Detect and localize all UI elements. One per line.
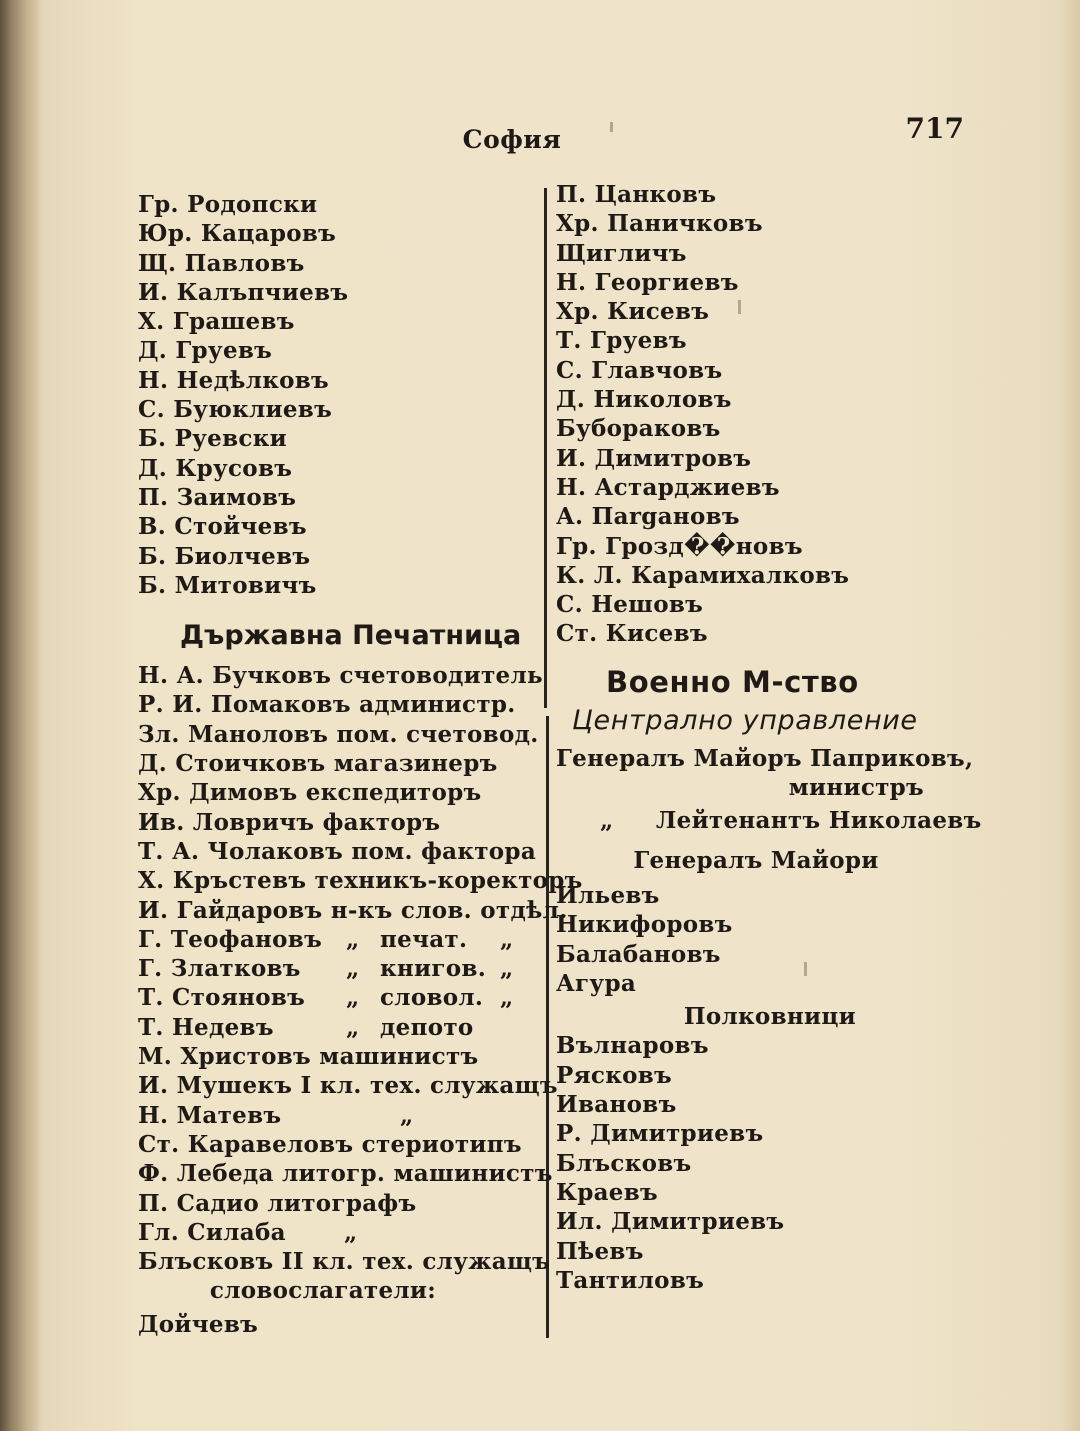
ditto-mark: „ [344, 1218, 358, 1246]
printing-house-staff-more [138, 1042, 558, 1101]
paper-fleck [804, 962, 807, 976]
list-item: В. Стойчевъ [138, 513, 307, 541]
staff-row-silaba [138, 1218, 548, 1247]
name-list-right-top [556, 180, 976, 649]
lieutenant-line [556, 806, 982, 835]
list-item: Ст. Кисевъ [556, 620, 708, 648]
colonel-name: Р. Димитриевъ [556, 1120, 764, 1148]
list-item: С. Нешовъ [556, 591, 704, 619]
ditto-mark: „ [346, 925, 360, 953]
list-item: Щ. Павловъ [138, 249, 305, 277]
colonel-name: Блъсковъ [556, 1149, 692, 1177]
paper-fleck [738, 300, 741, 314]
colonel-name: Краевъ [556, 1178, 658, 1206]
staff-line: Н. А. Бучковъ счетоводитель [138, 662, 543, 690]
ditto-mark [500, 1013, 530, 1042]
page-gutter-shadow [0, 0, 40, 1431]
list-item: Хр. Паничковъ [556, 210, 763, 238]
list-item: Б. Руевски [138, 425, 287, 453]
ditto-mark: „ [346, 1013, 360, 1041]
staff-row [138, 983, 548, 1012]
ditto-mark: „ [346, 984, 360, 1012]
list-item: Юр. Кацаровъ [138, 220, 337, 248]
list-item: С. Буюклиевъ [138, 396, 333, 424]
staff-name: Гл. Силаба [138, 1218, 286, 1246]
lieutenant-name: Лейтенантъ Николаевъ [656, 807, 982, 835]
staff-name: Г. Златковъ [138, 955, 301, 983]
subheading-central-administration: Централно управление [572, 704, 918, 736]
ditto-mark: „ [346, 955, 360, 983]
department-abbrev: словол. [380, 984, 484, 1012]
list-item: И. Димитровъ [556, 444, 752, 472]
list-item: Д. Груевъ [138, 337, 273, 365]
staff-line: Р. И. Помаковъ администр. [138, 691, 516, 719]
staff-line: Т. А. Чолаковъ пом. фактора [138, 837, 537, 865]
ditto-mark: „ [500, 955, 514, 983]
staff-line-doychev: Дойчевъ [138, 1310, 259, 1338]
major-general-name: Никифоровъ [556, 911, 733, 939]
colonel-name: Рясковъ [556, 1061, 672, 1089]
list-item: Н. Астарджиевъ [556, 473, 780, 501]
list-item: П. Заимовъ [138, 483, 297, 511]
colonel-name: Ивановъ [556, 1091, 677, 1119]
list-item: И. Калъпчиевъ [138, 278, 349, 306]
name-list-left-top [138, 190, 548, 600]
list-item: П. Цанковъ [556, 181, 717, 208]
list-item: Гр. Родопски [138, 191, 318, 218]
staff-line: Хр. Димовъ експедиторъ [138, 779, 482, 807]
ditto-mark: „ [600, 807, 614, 835]
minister-title: министръ [788, 774, 924, 802]
colonel-name: Ил. Димитриевъ [556, 1208, 785, 1236]
department-abbrev: печат. [380, 925, 468, 953]
staff-line: Ф. Лебеда литогр. машинистъ [138, 1160, 553, 1188]
staff-line: И. Гайдаровъ н-къ слов. отдѣл. [138, 896, 568, 924]
staff-line: Д. Стоичковъ магазинеръ [138, 750, 498, 778]
list-item: Д. Крусовъ [138, 454, 293, 482]
colonel-name: Пѣевъ [556, 1237, 644, 1265]
staff-name: Н. Матевъ [138, 1101, 282, 1129]
section-heading-war-ministry: Военно М-ство [606, 664, 859, 699]
page-number: 717 [905, 112, 964, 145]
left-column [138, 190, 583, 1339]
colonel-name: Вълнаровъ [556, 1032, 709, 1060]
staff-line-blaskov: Блъсковъ II кл. тех. служащъ [138, 1248, 551, 1276]
department-abbrev: депото [380, 1013, 474, 1041]
list-item: Хр. Кисевъ [556, 298, 710, 326]
list-item: Н. Недѣлковъ [138, 366, 330, 394]
subheading-major-generals: Генералъ Майори [633, 846, 879, 874]
staff-line: Х. Кръстевъ техникъ-коректоръ [138, 867, 583, 895]
colonels-list [556, 1031, 976, 1295]
list-item: Бубораковъ [556, 415, 721, 443]
list-item: К. Л. Карамихалковъ [556, 561, 850, 589]
colonel-name: Тантиловъ [556, 1266, 705, 1294]
list-item: Д. Николовъ [556, 386, 732, 414]
major-general-name: Ильевъ [556, 881, 660, 909]
major-general-name: Агура [556, 969, 637, 997]
ditto-mark: „ [500, 925, 514, 953]
right-column [556, 180, 982, 1295]
department-abbrev: книгов. [380, 955, 487, 983]
printing-house-staff-end [138, 1130, 553, 1218]
staff-line: Ив. Ловричъ факторъ [138, 808, 441, 836]
list-item: Гр. Грозд��новъ [556, 532, 803, 560]
ditto-mark: „ [400, 1101, 414, 1129]
minister-line: Генералъ Майоръ Паприковъ, [556, 744, 974, 772]
staff-name: Т. Недевъ [138, 1013, 274, 1041]
list-item: С. Главчовъ [556, 356, 723, 384]
staff-row [138, 1013, 548, 1042]
printing-house-abbrev-rows [138, 925, 548, 1042]
staff-line: И. Мушекъ I кл. тех. служащъ [138, 1072, 558, 1100]
subheading-slovoslagateli: словослагатели: [209, 1277, 437, 1305]
list-item: Щигличъ [556, 239, 687, 267]
running-header: София [462, 125, 562, 154]
staff-line: П. Садио литографъ [138, 1189, 417, 1217]
paper-fleck [610, 122, 613, 132]
staff-row [138, 954, 548, 983]
major-generals-list [556, 881, 976, 998]
list-item: Н. Георгиевъ [556, 268, 739, 296]
list-item: Т. Груевъ [556, 327, 687, 355]
ditto-mark: „ [500, 984, 514, 1012]
staff-name: Г. Теофановъ [138, 925, 323, 953]
staff-name: Т. Стояновъ [138, 984, 306, 1012]
subheading-colonels: Полковници [683, 1003, 856, 1031]
staff-line: М. Христовъ машинистъ [138, 1043, 479, 1071]
list-item: Б. Митовичъ [138, 571, 317, 599]
major-general-name: Балабановъ [556, 940, 721, 968]
list-item: А. Пargановъ [556, 503, 740, 531]
staff-row [138, 925, 548, 954]
staff-line: Зл. Маноловъ пом. счетовод. [138, 720, 539, 748]
staff-row-matev [138, 1101, 548, 1130]
list-item: Б. Биолчевъ [138, 542, 311, 570]
printing-house-staff-list [138, 661, 583, 925]
staff-line: Ст. Каравеловъ стериотипъ [138, 1130, 522, 1158]
list-item: Х. Грашевъ [138, 308, 295, 336]
section-heading-state-printing-house: Държавна Печатница [180, 620, 522, 652]
